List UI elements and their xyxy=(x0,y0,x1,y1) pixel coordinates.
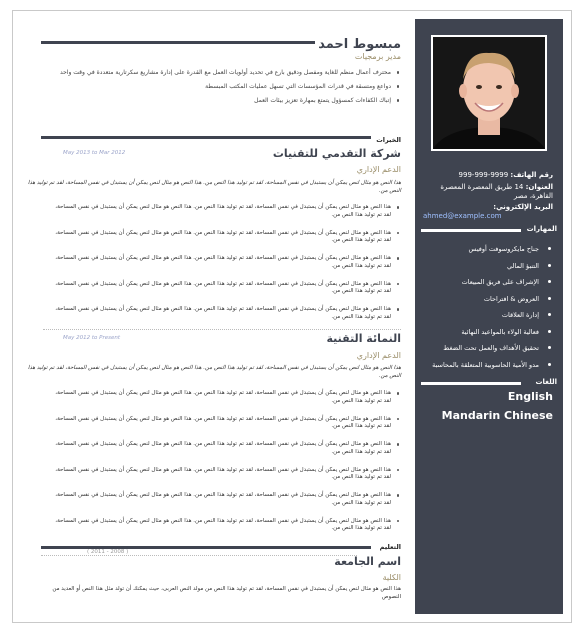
job-date: May 2012 to Present xyxy=(63,335,120,341)
faculty-name: الكلية xyxy=(382,573,401,582)
skill-item: العروض & افتراحات xyxy=(423,293,553,310)
job-bullets xyxy=(47,204,401,332)
intro-list xyxy=(29,69,401,111)
job-bullet: هذا النص هو مثال لنص يمكن أن يستبدل في نفس المساحة، لقد تم توليد هذا النص من. هذا النص هو مثال لنص يمكن أن يستبدل في نفس المساحة، لقد تم توليد هذا النص من. xyxy=(47,255,401,281)
intro-item: محترف أعمال منظم للغاية ومفصل ودقيق بارع في تحديد أولويات العمل مع القدرة على إدارة مشاريع سكرتارية متعددة في وقت واحد xyxy=(29,69,401,77)
person-name: مبسوط احمد xyxy=(318,37,401,52)
skills-label: المهارات xyxy=(526,225,557,233)
university-name: اسم الجامعة xyxy=(334,555,401,568)
experience-rule xyxy=(41,136,371,139)
skill-item: التنبؤ المالي xyxy=(423,260,553,277)
job-role: الدعم الإداري xyxy=(356,165,401,174)
profile-photo-image xyxy=(433,37,545,149)
job-description: هذا النص هو مثال لنص يمكن أن يستبدل في نفس المساحة، لقد تم توليد هذا النص من. هذا النص هو مثال لنص يمكن أن يستبدل في نفس المساحة، لقد تم توليد هذا النص من. xyxy=(27,180,401,194)
intro-item: دواعع ومتسقة في قدرات المؤسسات التي تسهل عمليات المكتب المبسطة xyxy=(29,83,401,91)
job-bullet: هذا النص هو مثال لنص يمكن أن يستبدل في نفس المساحة، لقد تم توليد هذا النص من. هذا النص هو مثال لنص يمكن أن يستبدل في نفس المساحة، لقد تم توليد هذا النص من. xyxy=(47,390,401,416)
contact-phone xyxy=(423,171,553,180)
job-bullets xyxy=(47,390,401,543)
main-column xyxy=(21,19,405,614)
job-bullet: هذا النص هو مثال لنص يمكن أن يستبدل في نفس المساحة، لقد تم توليد هذا النص من. هذا النص هو مثال لنص يمكن أن يستبدل في نفس المساحة، لقد تم توليد هذا النص من. xyxy=(47,492,401,518)
company-name: النمائة التقنية xyxy=(326,332,401,345)
company-name: شركة التقدمي للتقنيات xyxy=(272,147,401,160)
language-item: Mandarin Chinese xyxy=(441,409,553,422)
job-bullet: هذا النص هو مثال لنص يمكن أن يستبدل في نفس المساحة، لقد تم توليد هذا النص من. هذا النص هو مثال لنص يمكن أن يستبدل في نفس المساحة، لقد تم توليد هذا النص من. xyxy=(47,416,401,442)
address-label: العنوان: xyxy=(525,183,553,191)
phone-value: 9999-999-999 xyxy=(458,171,509,179)
skills-list xyxy=(423,243,553,375)
email-label: البريد الإلكتروني: xyxy=(493,203,553,211)
header-rule xyxy=(41,41,315,44)
resume-page xyxy=(12,10,572,623)
phone-label: رقم الهاتف: xyxy=(510,171,553,179)
skill-item: جناح مايكروسوفت أوفيس xyxy=(423,243,553,260)
intro-item: إتباك الكفاءات كمسؤول يتمتع بمهارة تعزيز بيئات العمل xyxy=(29,97,401,105)
skill-item: إدارة العلاقات xyxy=(423,309,553,326)
contact-email xyxy=(423,203,553,221)
job-bullet: هذا النص هو مثال لنص يمكن أن يستبدل في نفس المساحة، لقد تم توليد هذا النص من. هذا النص هو مثال لنص يمكن أن يستبدل في نفس المساحة، لقد تم توليد هذا النص من. xyxy=(47,467,401,493)
job-bullet: هذا النص هو مثال لنص يمكن أن يستبدل في نفس المساحة، لقد تم توليد هذا النص من. هذا النص هو مثال لنص يمكن أن يستبدل في نفس المساحة، لقد تم توليد هذا النص من. xyxy=(47,230,401,256)
skill-item: الإشراف على فريق المبيعات xyxy=(423,276,553,293)
contact-address xyxy=(423,183,553,201)
divider xyxy=(43,329,401,330)
email-value[interactable]: ahmed@example.com xyxy=(423,212,502,220)
experience-label: الخبرات xyxy=(376,136,401,144)
job-role: الدعم الإداري xyxy=(356,351,401,360)
education-label: التعليم xyxy=(379,543,401,551)
language-item: English xyxy=(507,390,553,403)
job-bullet: هذا النص هو مثال لنص يمكن أن يستبدل في نفس المساحة، لقد تم توليد هذا النص من. هذا النص هو مثال لنص يمكن أن يستبدل في نفس المساحة، لقد تم توليد هذا النص من. xyxy=(47,441,401,467)
sidebar xyxy=(415,19,563,614)
job-bullet: هذا النص هو مثال لنص يمكن أن يستبدل في نفس المساحة، لقد تم توليد هذا النص من. هذا النص هو مثال لنص يمكن أن يستبدل في نفس المساحة، لقد تم توليد هذا النص من. xyxy=(47,281,401,307)
job-description: هذا النص هو مثال لنص يمكن أن يستبدل في نفس المساحة، لقد تم توليد هذا النص من. هذا النص هو مثال لنص يمكن أن يستبدل في نفس المساحة، لقد تم توليد هذا النص من. xyxy=(27,365,401,379)
profile-photo xyxy=(431,35,547,151)
divider xyxy=(41,555,357,556)
job-bullet: هذا النص هو مثال لنص يمكن أن يستبدل في نفس المساحة، لقد تم توليد هذا النص من. هذا النص هو مثال لنص يمكن أن يستبدل في نفس المساحة، لقد تم توليد هذا النص من. xyxy=(47,306,401,332)
languages-label: اللغات xyxy=(535,378,557,386)
job-bullet: هذا النص هو مثال لنص يمكن أن يستبدل في نفس المساحة، لقد تم توليد هذا النص من. هذا النص هو مثال لنص يمكن أن يستبدل في نفس المساحة، لقد تم توليد هذا النص من. xyxy=(47,204,401,230)
job-date: May 2013 to Mar 2012 xyxy=(63,150,126,156)
job-bullet: هذا النص هو مثال لنص يمكن أن يستبدل في نفس المساحة، لقد تم توليد هذا النص من. هذا النص هو مثال لنص يمكن أن يستبدل في نفس المساحة، لقد تم توليد هذا النص من. xyxy=(47,518,401,544)
job-title: مدير برمجيات xyxy=(354,52,401,61)
skill-item: تحقيق الأهداف والعمل تحت الضغط xyxy=(423,342,553,359)
education-date: ( 2011 - 2008 ) xyxy=(87,549,129,555)
skill-item: مدو الأمية الحاسوبية المتعلقة بالمحاسبة xyxy=(423,359,553,376)
education-description: هذا النص هو مثال لنص يمكن أن يستبدل في نفس المساحة، لقد تم توليد هذا النص من مولد النص العربى، حيث يمكنك أن تولد مثل هذا النص أو العديد من النصوص xyxy=(52,586,401,600)
skill-item: فعالية الولاء بالمواعيد النهائية xyxy=(423,326,553,343)
address-value: 14 طريق المعصرة المعصرة القاهرة، مصر xyxy=(440,183,553,200)
